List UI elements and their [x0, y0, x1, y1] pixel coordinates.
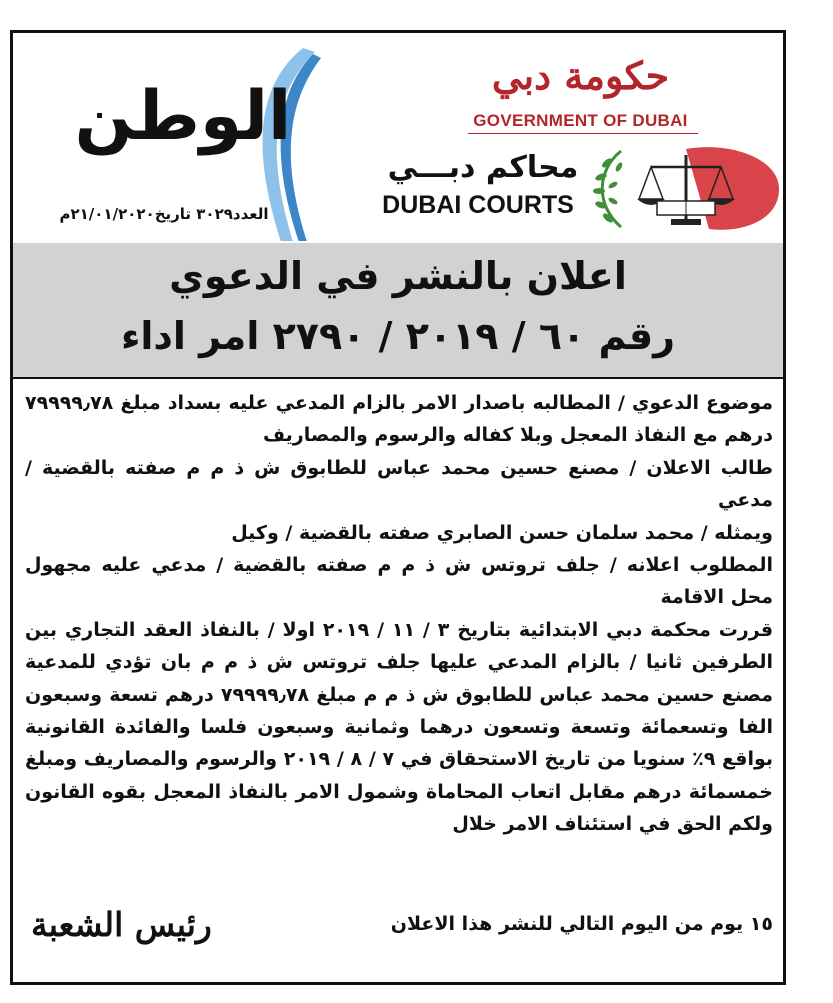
court-decision: قررت محكمة دبي الابتدائية بتاريخ ٣ / ١١ / ٢٠١٩ اولا / بالنفاذ العقد التجاري بين الطرفين ثانيا / بالزام المدعي عليها جلف تروتس ش ذ م م بان تؤدي للمدعية مصنع حسين محمد عباس للطابوق ش ذ م م مبلغ ٧٩٩٩٩٫٧٨ درهم تسعة وسبعون الفا وتسعمائة وتسعة وتسعون درهما وثمانية وسبعون فلسا والفائدة القانونية بواقع ٩٪ سنويا من تاريخ الاستحقاق في ٧ / ٨ / ٢٠١٩ والرسوم والمصاريف ومبلغ خمسمائة درهم مقابل اتعاب المحاماة وشمول الامر بالنفاذ المعجل بقوه القانون ولكم الحق في استئناف الامر خلال [25, 618, 774, 836]
announcement-body [25, 387, 773, 841]
government-divider [468, 133, 698, 134]
defendant: المطلوب اعلانه / جلف تروتس ش ذ م م صفته بالقضية / مدعي عليه مجهول محل الاقامة [25, 554, 773, 609]
announcement-requester: طالب الاعلان / مصنع حسين محمد عباس للطابوق ش ذ م م صفته بالقضية / مدعي [25, 456, 773, 512]
case-number: رقم ٦٠ / ٢٠١٩ / ٢٧٩٠ امر اداء [120, 314, 676, 358]
header [13, 33, 783, 241]
signature: رئيس الشعبة [31, 905, 212, 944]
advertisement-frame [10, 30, 786, 985]
newspaper-name: الوطن [74, 77, 292, 156]
case-subject: موضوع الدعوي / المطالبه باصدار الامر بالزام المدعي عليه بسداد مبلغ ٧٩٩٩٩٫٧٨ درهم مع النفاذ المعجل وبلا كفاله والرسوم والمصاريف [25, 392, 773, 447]
courts-emblem-icon [591, 141, 781, 233]
signature-row [25, 905, 773, 951]
courts-name-arabic: محاكم دبـــي [387, 150, 579, 185]
announcement-banner [13, 241, 783, 379]
announcement-title: اعلان بالنشر في الدعوي [169, 254, 627, 298]
courts-name-english: DUBAI COURTS [382, 191, 574, 219]
issue-date-line: العدد٣٠٢٩ تاريخ٢١/٠١/٢٠٢٠م [59, 205, 269, 223]
government-name-arabic: حكومة دبي [491, 53, 670, 98]
appeal-deadline-line: ١٥ يوم من اليوم التالي للنشر هذا الاعلان [390, 913, 773, 935]
government-name-english: GOVERNMENT OF DUBAI [473, 111, 688, 130]
requester-representative: ويمثله / محمد سلمان حسن الصابري صفته بالقضية / وكيل [231, 521, 773, 544]
